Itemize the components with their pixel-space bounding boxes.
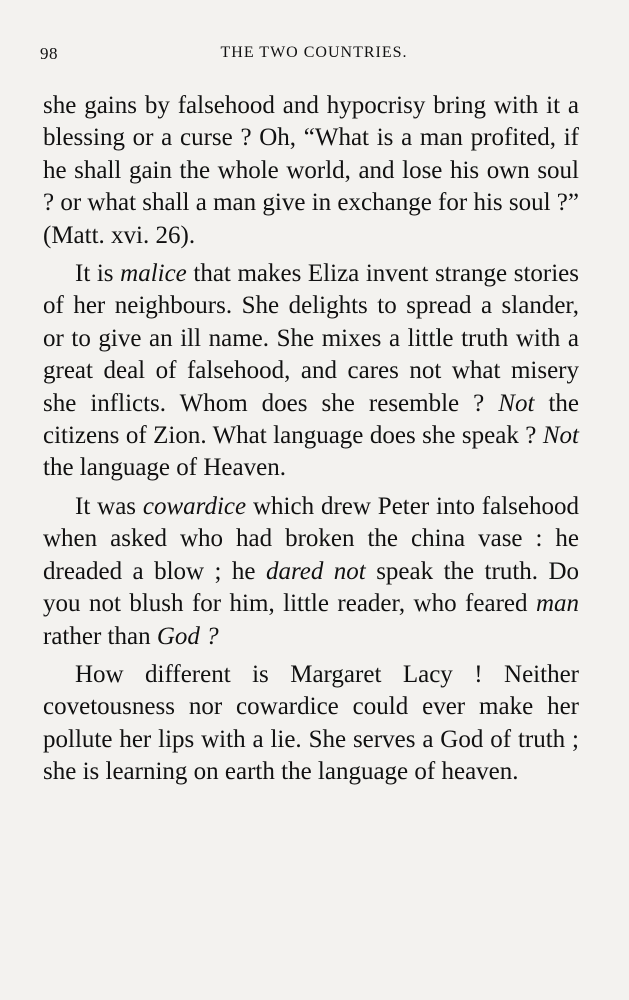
- text-segment: It is: [75, 260, 121, 288]
- text-segment: It was: [75, 492, 143, 520]
- paragraph-3: [43, 491, 579, 653]
- italic-word-malice: malice: [120, 260, 187, 288]
- italic-word-man: man: [535, 590, 579, 618]
- italic-word-not: Not: [542, 422, 579, 450]
- text-segment: she gains by falsehood and hypocrisy bring with it a blessing or a curse ? Oh, “What is a man profited, if he shall gain the whole world, and lose his own soul ? or what shall a man give in exchange for his soul ?” (Matt. xvi. 26).: [43, 92, 579, 249]
- text-segment: that makes Eliza invent strange stories of her neighbours. She delights to spread a slander, or to give an ill name. She mixes a little truth with a great deal of falsehood, and cares not what misery she inflicts. Whom does she resemble ?: [43, 260, 579, 417]
- text-segment: the language of Heaven.: [43, 454, 286, 482]
- text-segment: which drew Peter into falsehood when asked who had broken the china vase : he dreaded a blow ; he: [43, 492, 580, 585]
- italic-word-not: Not: [498, 389, 535, 417]
- page-body: [43, 90, 579, 795]
- page-header: [40, 44, 588, 72]
- italic-phrase-dared-not: dared not: [265, 557, 366, 585]
- paragraph-1: [43, 90, 579, 252]
- text-segment: How different is Margaret Lacy ! Neither covetousness nor cowardice could ever make her pollute her lips with a lie. She serves a God of truth ; she is learning on earth the language of heaven.: [43, 660, 579, 786]
- text-segment: speak the truth. Do you not blush for him, little reader, who feared: [43, 557, 580, 618]
- paragraph-2: [43, 258, 579, 485]
- text-segment: rather than: [43, 622, 157, 650]
- running-head: THE TWO COUNTRIES.: [220, 44, 408, 61]
- text-segment: the citizens of Zion. What language does she speak ?: [43, 389, 579, 450]
- paragraph-4: [43, 659, 579, 789]
- page-number: 98: [40, 44, 58, 63]
- italic-word-cowardice: cowardice: [142, 492, 247, 520]
- italic-word-god: God ?: [156, 622, 219, 650]
